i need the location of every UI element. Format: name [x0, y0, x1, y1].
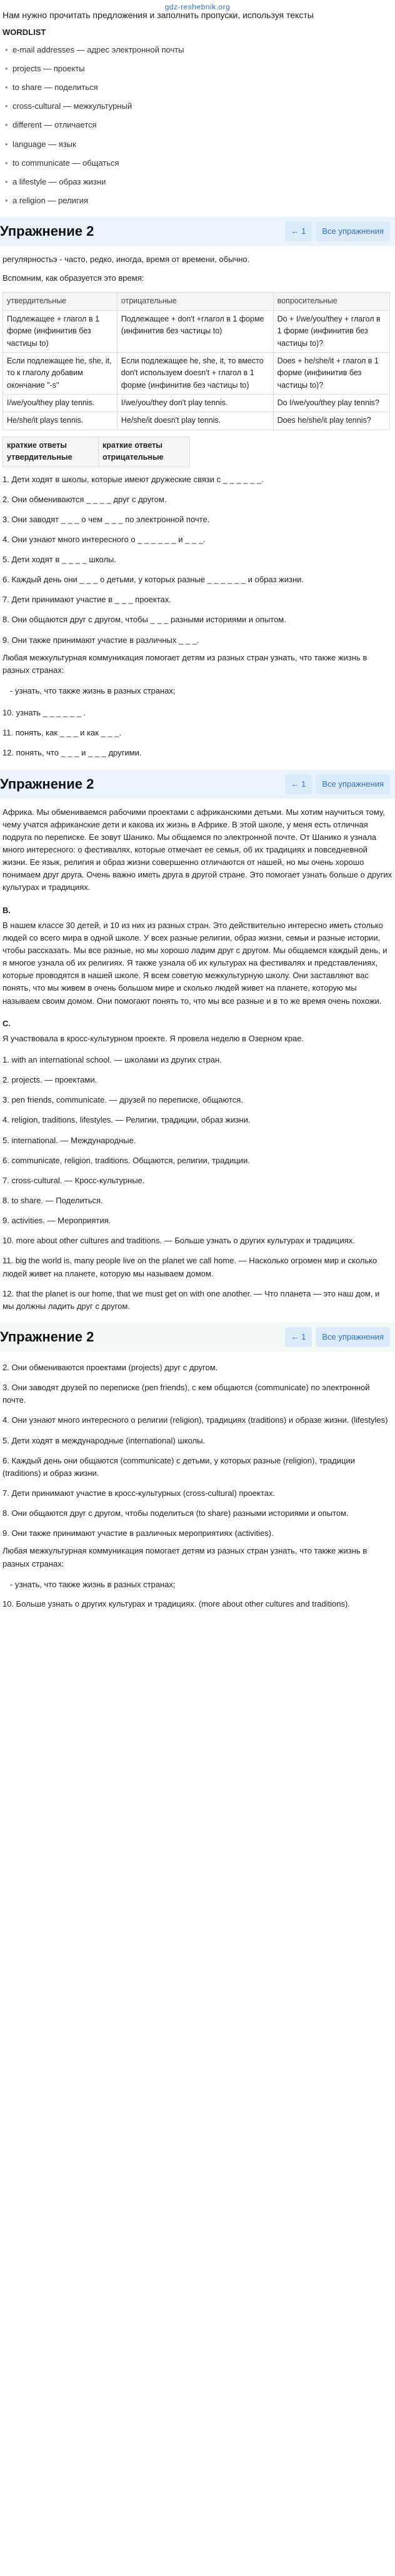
task-item: 1. Дети ходят в школы, которые имеют дружеские связи с _ _ _ _ _ _. [2, 474, 264, 484]
answer-item: 3. pen friends, communicate. — друзей по переписке, общаются. [2, 1095, 243, 1105]
exercise-heading [0, 217, 395, 246]
task-item: 11. понять, как _ _ _ и как _ _ _. [2, 728, 122, 738]
exercise-title: Упражнение 2 [0, 1328, 94, 1345]
filled-item: 8. Они общаются друг с другом, чтобы поделиться (to share) разными историями и опытом. [2, 1508, 349, 1518]
wordlist-item: • to communicate — общаться [2, 154, 392, 173]
exercise-heading [0, 1323, 395, 1351]
label-c: C. [2, 1018, 11, 1028]
prev-exercise-button[interactable]: ← 1 [285, 1327, 312, 1347]
task-item: 5. Дети ходят в _ _ _ _ школы. [2, 555, 117, 565]
grammar-header: вопросительные [273, 293, 389, 310]
grammar-row [3, 310, 390, 352]
short-answers-header: краткие ответы отрицательные [99, 437, 190, 467]
answer-item: 1. with an international school. — школами из других стран. [2, 1055, 222, 1064]
answer-list [0, 1050, 395, 1316]
task-item: 4. Они узнают много интересного о _ _ _ _ _ _ и _ _ _. [2, 534, 206, 544]
grammar-cell: Подлежащее + don't +глагол в 1 форме (инфинитив без частицы to) [117, 310, 273, 352]
grammar-cell: I/we/you/they don't play tennis. [117, 395, 273, 412]
text-c: Я участвовала в кросс-культурном проекте. Я провела неделю в Озерном крае. [2, 1033, 304, 1043]
grammar-cell: Do I/we/you/they play tennis? [273, 395, 389, 412]
filled-item: 3. Они заводят друзей по переписке (pen friends), с кем общаются (communicate) по электронной почте. [2, 1383, 370, 1405]
short-answers-header: краткие ответы утвердительные [3, 437, 99, 467]
answer-item: 9. activities. — Мероприятия. [2, 1216, 111, 1226]
task-item: 8. Они общаются друг с другом, чтобы _ _ _ разными историями и опытом. [2, 615, 286, 625]
grammar-cell: He/she/it plays tennis. [3, 412, 118, 430]
text-a: Африка. Мы обмениваемся рабочими проектами с африканскими детьми. Мы хотим научиться тому, чему учатся африканские дети и какова их жизнь в Африке. В этой школе, у меня есть отличная подруга по переписке. Ее зовут Шанико. Мы общаемся по электронной почте. От Шанико я узнала много интересного: о фестивалях, которые отмечает ее семья, об их традициях и повседневной жизни. Ее язык, религия и образ жизни совершенно отличаются от нашей, но мы очень хорошо понимаем друг друга. Очень важно иметь друга в другой стране. Это помогает узнать больше о других культурах и традициях. [2, 807, 392, 892]
wordlist-item: • cross-cultural — межкультурный [2, 98, 392, 116]
closing-item: - узнать, что также жизнь в разных странах; [10, 1577, 392, 1593]
answer-item: 10. more about other cultures and traditions. — Больше узнать о других культурах и традициях. [2, 1236, 355, 1246]
grammar-row [3, 352, 390, 394]
grammar-header: утвердительные [3, 293, 118, 310]
exercise-nav [285, 221, 390, 241]
site-header [0, 0, 395, 11]
exercise-heading [0, 770, 395, 799]
site-logo[interactable]: gdz-reshebnik.org [164, 3, 231, 11]
filled-item: 9. Они также принимают участие в различных мероприятиях (activities). [2, 1528, 274, 1538]
task-item: 2. Они обмениваются _ _ _ _ друг с другом. [2, 494, 167, 504]
all-exercises-button[interactable]: Все упражнения [316, 1327, 390, 1347]
grammar-cell: Если подлежащее he, she, it, то вместо don't используем doesn't + глагол в 1 форме (инфинитив без частицы to) [117, 352, 273, 394]
answer-item: 5. international. — Международные. [2, 1135, 136, 1145]
answer-item: 12. that the planet is our home, that we must get on with one another. — Что планета — это наш дом, и мы должны ладить друг с другом. [2, 1288, 380, 1311]
grammar-cell: He/she/it doesn't play tennis. [117, 412, 273, 430]
grammar-cell: Подлежащее + глагол в 1 форме (инфинитив без частицы to) [3, 310, 118, 352]
task-item: 12. понять, что _ _ _ и _ _ _ другими. [2, 748, 142, 758]
grammar-row [3, 412, 390, 430]
grammar-cell: Если подлежащее he, she, it, то к глаголу добавим окончание "-s" [3, 352, 118, 394]
exercise-nav [285, 774, 390, 794]
closing-text: Любая межкультурная коммуникация помогает детям из разных стран узнать, что также жизнь в разных странах: [2, 1546, 368, 1568]
closing-text: Любая межкультурная коммуникация помогает детям из разных стран узнать, что также жизнь в разных странах: [2, 652, 368, 675]
exercise-nav [285, 1327, 390, 1347]
filled-item: 5. Дети ходят в международные (international) школы. [2, 1435, 206, 1445]
wordlist-item: • different — отличается [2, 116, 392, 135]
reminder-text: Вспомним, как образуется это время: [2, 273, 144, 283]
wordlist-label: WORDLIST [2, 27, 46, 37]
short-answers-header-row [3, 437, 190, 467]
closing-item: - узнать, что также жизнь в разных странах; [10, 683, 392, 699]
task-list [0, 470, 395, 650]
short-answers-table [2, 437, 190, 467]
filled-item: 7. Дети принимают участие в кросс-культурных (cross-cultural) проектах. [2, 1488, 276, 1498]
wordlist-item: • e-mail addresses — адрес электронной почты [2, 41, 392, 60]
exercise-title: Упражнение 2 [0, 223, 94, 240]
wordlist [0, 41, 395, 211]
tail-list [0, 703, 395, 763]
wordlist-item: • a lifestyle — образ жизни [2, 173, 392, 192]
answer-item: 8. to share. — Поделиться. [2, 1195, 103, 1205]
wordlist-item: • language — язык [2, 136, 392, 154]
prev-exercise-button[interactable]: ← 1 [285, 221, 312, 241]
answer-item: 11. big the world is, many people live on the planet we call home. — Насколько огромен мир и сколько людей живет на планете, которую мы называем домом. [2, 1256, 378, 1278]
filled-item: 2. Они обмениваются проектами (projects) друг с другом. [2, 1362, 218, 1372]
all-exercises-button[interactable]: Все упражнения [316, 774, 390, 794]
answer-item: 7. cross-cultural. — Кросс-культурные. [2, 1175, 145, 1185]
answer-item: 4. religion, traditions, lifestyles. — Религии, традиции, образ жизни. [2, 1115, 251, 1125]
answer-item: 6. communicate, religion, traditions. Общаются, религии, традиции. [2, 1155, 250, 1165]
wordlist-item: • projects — проекты [2, 60, 392, 79]
grammar-row [3, 395, 390, 412]
grammar-cell: Does + he/she/it + глагол в 1 форме (инфинитив без частицы to)? [273, 352, 389, 394]
prev-exercise-button[interactable]: ← 1 [285, 774, 312, 794]
task-item: 9. Они также принимают участие в различных _ _ _. [2, 635, 199, 645]
last-item: 10. Больше узнать о других культурах и традициях. (more about other cultures and traditions). [2, 1599, 350, 1609]
task-item: 6. Каждый день они _ _ _ о детьми, у которых разные _ _ _ _ _ _ и образ жизни. [2, 575, 304, 585]
intro-text: Нам нужно прочитать предложения и заполнить пропуски, используя тексты [2, 10, 314, 20]
all-exercises-button[interactable]: Все упражнения [316, 221, 390, 241]
closing-list [0, 1575, 395, 1597]
wordlist-item: • a religion — религия [2, 192, 392, 211]
answer-item: 2. projects. — проектами. [2, 1075, 98, 1085]
task-item: 7. Дети принимают участие в _ _ _ проектах. [2, 595, 171, 605]
wordlist-item: • to share — поделиться [2, 79, 392, 98]
task-item: 10. узнать _ _ _ _ _ _ . [2, 708, 86, 718]
text-b: В нашем классе 30 детей, и 10 из них из разных стран. Это действительно интересно иметь столько людей со всего мира в одной школе. У всех разные религии, образ жизни, семьи и разные истории, чтобы рассказать. Мы все разные, но мы хорошо ладим друг с другом. Мы общаемся каждый день, и я многое узнала об их религиях. Я также узнала об их культурах на фестивалях и представлениях, которые проводятся в нашей школе. Я всем советую межкультурную школу. Они заставляют вас понять, что мы живем в очень большом мире и сколько людей живет на планете, которую мы называем своим домом. Они помогают понять то, что мы все разные и в то же время очень похожи. [2, 920, 388, 1006]
grammar-cell: Do + I/we/you/they + глагол в 1 форме (инфинитив без частицы to)? [273, 310, 389, 352]
filled-item: 4. Они узнают много интересного о религии (religion), традициях (traditions) и образе жизни. (lifestyles) [2, 1415, 388, 1425]
grammar-cell: Does he/she/it play tennis? [273, 412, 389, 430]
closing-list [0, 682, 395, 703]
grammar-header: отрицательные [117, 293, 273, 310]
exercise-title: Упражнение 2 [0, 775, 94, 792]
label-b: B. [2, 905, 11, 915]
grammar-cell: I/we/you/they play tennis. [3, 395, 118, 412]
filled-task-list [0, 1358, 395, 1543]
note-text: регулярностьэ - часто, редко, иногда, время от времени, обычно. [2, 255, 250, 265]
task-item: 3. Они заводят _ _ _ о чем _ _ _ по электронной почте. [2, 514, 210, 524]
grammar-header-row [3, 293, 390, 310]
grammar-table [2, 292, 390, 430]
filled-item: 6. Каждый день они общаются (communicate) с детьми, у которых разные (religion), традиции (traditions) и образ жизни. [2, 1455, 355, 1478]
